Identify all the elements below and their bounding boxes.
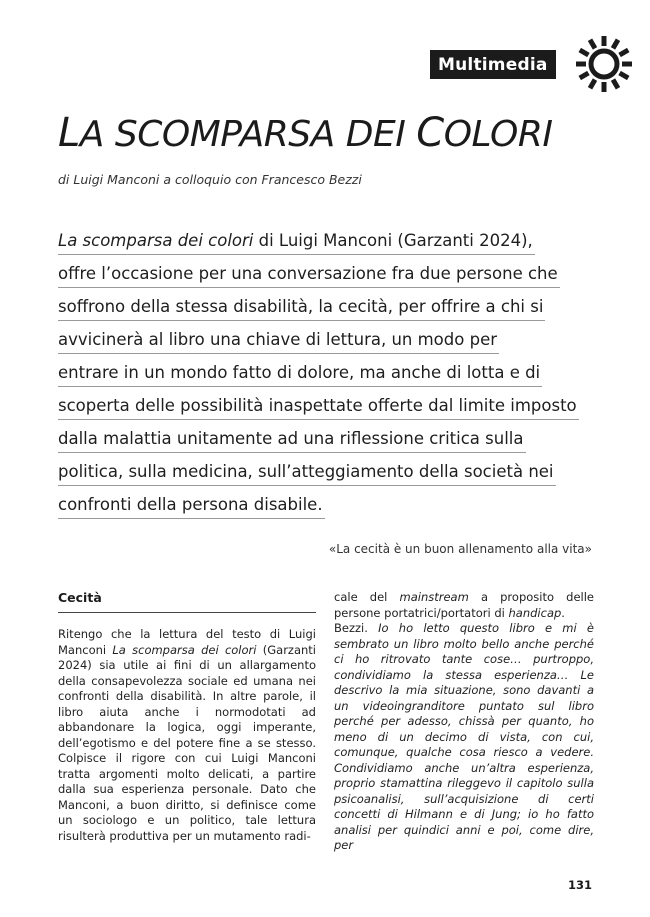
intro-line: scoperta delle possibilità inaspettate offerte dal limite imposto [58, 387, 579, 420]
intro-line: avvicinerà al libro una chiave di lettura, un modo per [58, 321, 499, 354]
sun-ray [590, 80, 595, 89]
sun-ray [613, 40, 618, 49]
article-title: LA SCOMPARSA DEI COLORI [58, 110, 553, 156]
pull-quote: «La cecità è un buon allenamento alla vita» [328, 542, 592, 556]
sun-ray [613, 80, 618, 89]
sun-ray [590, 40, 595, 49]
right-column [334, 590, 594, 854]
section-label: Multimedia [438, 55, 548, 75]
intro-paragraph [58, 222, 578, 519]
left-column [58, 590, 316, 844]
intro-line: entrare in un mondo fatto di dolore, ma anche di lotta e di [58, 354, 542, 387]
sun-ray [580, 73, 589, 78]
intro-line: confronti della persona disabile. [58, 486, 325, 519]
intro-line: La scomparsa dei colori di Luigi Manconi (Garzanti 2024), [58, 222, 535, 255]
body-paragraph: cale del mainstream a proposito delle persone portatrici/portatori di handicap. [334, 590, 594, 620]
sun-ray [580, 50, 589, 55]
page-number: 131 [567, 878, 592, 892]
intro-line: offre l’occasione per una conversazione fra due persone che [58, 255, 560, 288]
section-heading: Cecità [58, 590, 316, 613]
interview-paragraph: Bezzi. Io ho letto questo libro e mi è sembrato un libro molto bello anche perché ci ho ritrovato tante cose… purtroppo, condividiamo la stessa esperienza… Le descrivo la mia situazione, sono davanti a un videoingranditore puntato sul libro perché per adesso, chissà per quanto, ho meno di un decimo di vista, con cui, comunque, qualche cosa riesco a vedere. Condividiamo anche un’altra esperienza, proprio stamattina rileggevo il capitolo sulla psicoanalisi, sull’acquisizione di certi concetti di Hilmann e di Jung; io ho fatto analisi per quindici anni e poi, come dire, per [334, 621, 594, 852]
intro-line: politica, sulla medicina, sull’atteggiamento della società nei [58, 453, 556, 486]
byline: di Luigi Manconi a colloquio con Francesco Bezzi [58, 172, 362, 187]
sun-ray [620, 50, 629, 55]
body-paragraph: Ritengo che la lettura del testo di Luigi Manconi La scomparsa dei colori (Garzanti 2024) sia utile ai fini di un allargamento della consapevolezza sociale ed umana nei confronti della disabilità. In altre parole, il libro aiuta anche i normodotati ad abbandonare la logica, oggi imperante, dell’egotismo e del potere fine a se stesso. Colpisce il rigore con cui Luigi Manconi tratta argomenti molto delicati, a partire dalla sua esperienza personale. Dato che Manconi, a buon diritto, si definisce come un sociologo e un politico, tale lettura risulterà produttiva per un mutamento radi- [58, 627, 317, 843]
section-badge [430, 50, 556, 79]
intro-line: soffrono della stessa disabilità, la cecità, per offrire a chi si [58, 288, 545, 321]
sun-icon [573, 33, 635, 95]
sun-ray [620, 73, 629, 78]
intro-line: dalla malattia unitamente ad una riflessione critica sulla [58, 420, 526, 453]
